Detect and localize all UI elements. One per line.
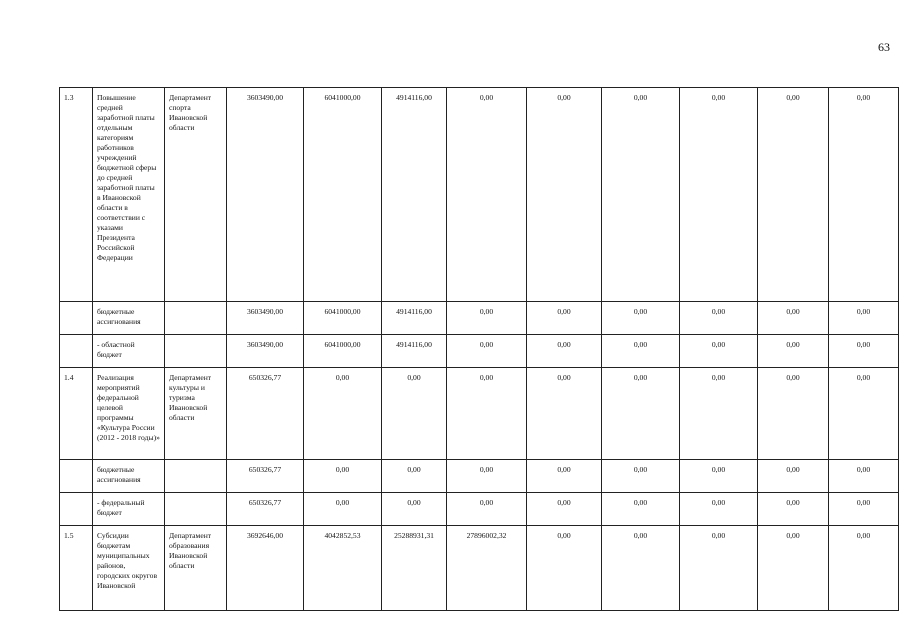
amount-cell: 0,00 <box>527 335 602 368</box>
executor-cell <box>165 302 227 335</box>
amount-cell: 0,00 <box>447 493 527 526</box>
amount-cell: 0,00 <box>304 493 382 526</box>
amount-cell: 27896002,32 <box>447 526 527 611</box>
item-name-cell: - федеральный бюджет <box>93 493 165 526</box>
amount-cell: 0,00 <box>447 88 527 302</box>
item-name-cell: Реализация мероприятий федеральной целевой программы «Культура России (2012 - 2018 годы)» <box>93 368 165 460</box>
executor-cell <box>165 335 227 368</box>
item-number-cell: 1.3 <box>60 88 93 302</box>
amount-cell: 0,00 <box>382 460 447 493</box>
executor-cell <box>165 493 227 526</box>
amount-cell: 0,00 <box>447 368 527 460</box>
amount-cell: 0,00 <box>829 368 899 460</box>
amount-cell: 4914116,00 <box>382 88 447 302</box>
table-row <box>60 526 899 611</box>
amount-cell: 0,00 <box>602 493 680 526</box>
amount-cell: 3603490,00 <box>227 88 304 302</box>
amount-cell: 0,00 <box>304 460 382 493</box>
amount-cell: 0,00 <box>527 526 602 611</box>
amount-cell: 0,00 <box>602 88 680 302</box>
amount-cell: 4914116,00 <box>382 302 447 335</box>
amount-cell: 6041000,00 <box>304 302 382 335</box>
amount-cell: 0,00 <box>758 368 829 460</box>
amount-cell: 0,00 <box>602 335 680 368</box>
amount-cell: 0,00 <box>829 526 899 611</box>
item-name-cell: бюджетные ассигнования <box>93 460 165 493</box>
amount-cell: 25288931,31 <box>382 526 447 611</box>
amount-cell: 0,00 <box>758 88 829 302</box>
item-number-cell: 1.5 <box>60 526 93 611</box>
amount-cell: 0,00 <box>527 368 602 460</box>
amount-cell: 6041000,00 <box>304 335 382 368</box>
item-number-cell <box>60 335 93 368</box>
amount-cell: 0,00 <box>829 88 899 302</box>
item-number-cell <box>60 302 93 335</box>
amount-cell: 4914116,00 <box>382 335 447 368</box>
amount-cell: 4042852,53 <box>304 526 382 611</box>
amount-cell: 0,00 <box>527 460 602 493</box>
amount-cell: 0,00 <box>527 493 602 526</box>
amount-cell: 0,00 <box>304 368 382 460</box>
amount-cell: 0,00 <box>447 460 527 493</box>
amount-cell: 3603490,00 <box>227 302 304 335</box>
amount-cell: 0,00 <box>602 526 680 611</box>
amount-cell: 650326,77 <box>227 493 304 526</box>
table-row <box>60 368 899 460</box>
table-row <box>60 460 899 493</box>
item-name-cell: бюджетные ассигнования <box>93 302 165 335</box>
amount-cell: 0,00 <box>680 493 758 526</box>
item-name-cell: Субсидии бюджетам муниципальных районов, городских округов Ивановской <box>93 526 165 611</box>
item-number-cell: 1.4 <box>60 368 93 460</box>
table-row <box>60 302 899 335</box>
amount-cell: 0,00 <box>829 335 899 368</box>
amount-cell: 3603490,00 <box>227 335 304 368</box>
item-name-cell: - областной бюджет <box>93 335 165 368</box>
amount-cell: 0,00 <box>680 526 758 611</box>
amount-cell: 0,00 <box>680 368 758 460</box>
executor-cell: Департамент культуры и туризма Ивановской области <box>165 368 227 460</box>
amount-cell: 0,00 <box>447 302 527 335</box>
amount-cell: 0,00 <box>527 88 602 302</box>
page-number: 63 <box>878 40 890 54</box>
table-row <box>60 335 899 368</box>
amount-cell: 0,00 <box>758 493 829 526</box>
amount-cell: 0,00 <box>602 368 680 460</box>
amount-cell: 0,00 <box>527 302 602 335</box>
table-row <box>60 88 899 302</box>
table-row <box>60 493 899 526</box>
item-number-cell <box>60 493 93 526</box>
item-name-cell: Повышение средней заработной платы отдельным категориям работников учреждений бюджетной сферы до средней заработной платы в Ивановской области в соответствии с указами Президента Российской Федерации <box>93 88 165 302</box>
executor-cell: Департамент образования Ивановской области <box>165 526 227 611</box>
amount-cell: 0,00 <box>382 493 447 526</box>
amount-cell: 650326,77 <box>227 368 304 460</box>
amount-cell: 0,00 <box>680 88 758 302</box>
amount-cell: 0,00 <box>382 368 447 460</box>
amount-cell: 0,00 <box>758 526 829 611</box>
amount-cell: 0,00 <box>602 460 680 493</box>
amount-cell: 0,00 <box>447 335 527 368</box>
amount-cell: 0,00 <box>602 302 680 335</box>
amount-cell: 0,00 <box>758 302 829 335</box>
amount-cell: 6041000,00 <box>304 88 382 302</box>
amount-cell: 0,00 <box>758 335 829 368</box>
amount-cell: 0,00 <box>758 460 829 493</box>
amount-cell: 0,00 <box>829 302 899 335</box>
amount-cell: 3692646,00 <box>227 526 304 611</box>
amount-cell: 0,00 <box>680 335 758 368</box>
executor-cell: Департамент спорта Ивановской области <box>165 88 227 302</box>
executor-cell <box>165 460 227 493</box>
amount-cell: 0,00 <box>680 302 758 335</box>
amount-cell: 0,00 <box>829 460 899 493</box>
item-number-cell <box>60 460 93 493</box>
amount-cell: 0,00 <box>680 460 758 493</box>
amount-cell: 650326,77 <box>227 460 304 493</box>
budget-table <box>59 87 899 611</box>
amount-cell: 0,00 <box>829 493 899 526</box>
